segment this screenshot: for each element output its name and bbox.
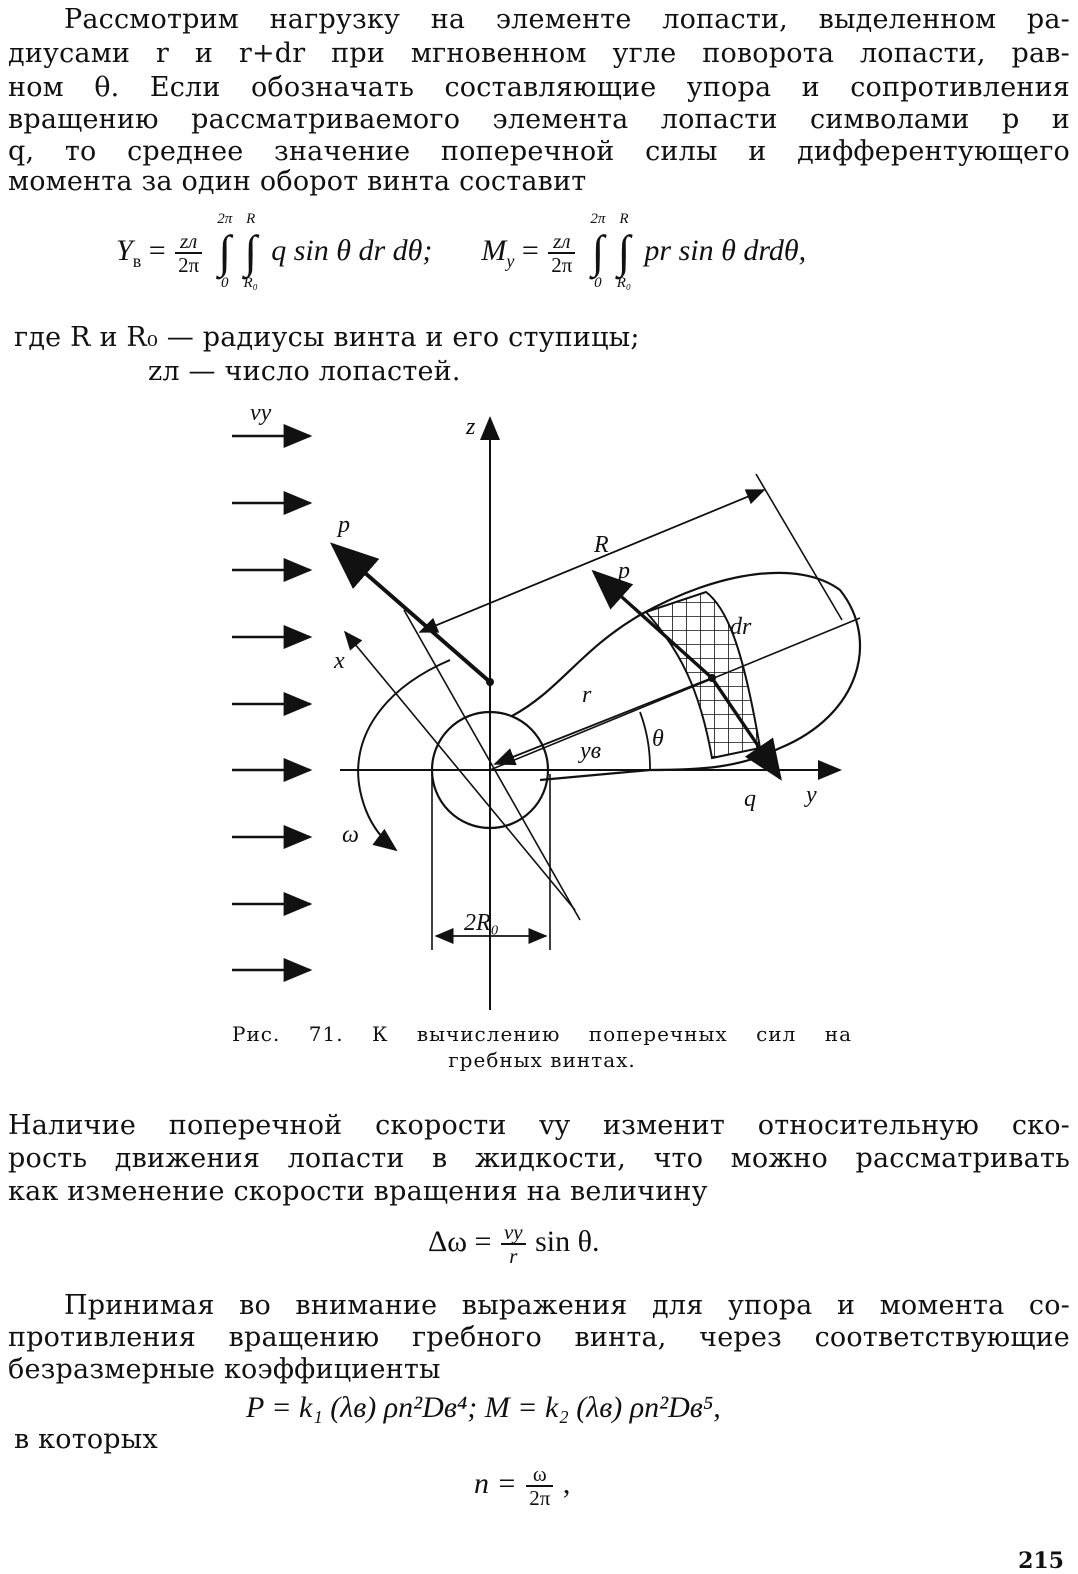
paragraph-1-line: q, то среднее значение поперечной силы и дифферентующего: [8, 136, 1070, 167]
R-extension-left: [404, 610, 580, 920]
formula-y-symbol: Y: [116, 234, 133, 267]
paragraph-3-line: безразмерные коэффициенты: [8, 1354, 441, 1385]
formula-y-integrand: q sin θ dr dθ;: [271, 234, 433, 267]
integral-sign: 2π ∫ 0: [590, 211, 606, 292]
label-R: R: [594, 532, 609, 558]
figure-caption-line-1: Рис. 71. К вычислению поперечных сил на: [232, 1022, 852, 1046]
label-vy: vy: [250, 400, 272, 426]
where-line-2: zл — число лопастей.: [148, 356, 461, 387]
formula-thrust-moment: P = k₁ (λв) ρn²Dв⁴; M = k₂ (λв) ρn²Dв⁵,: [246, 1391, 721, 1424]
where-line-1: где R и R₀ — радиусы винта и его ступицы;: [14, 322, 640, 353]
label-2R0: 2R₀: [464, 910, 500, 936]
label-z: z: [466, 414, 476, 440]
in-which-text: в которых: [14, 1424, 158, 1455]
formula-r: r: [509, 1244, 518, 1269]
formula-m-subscript: y: [506, 251, 515, 271]
formula-delta-omega: [428, 1210, 600, 1274]
formula-y-subscript: в: [132, 251, 142, 271]
paragraph-1-line: ном θ. Если обозначать составляющие упора и сопротивления: [8, 72, 1070, 103]
label-yb: yв: [580, 738, 602, 764]
label-y: y: [806, 782, 817, 808]
propeller-diagram: [0, 395, 1078, 1020]
formula-m-symbol: M: [481, 234, 507, 267]
r-arrow: [495, 678, 712, 764]
paragraph-3-line: противления вращению гребного винта, через соответствующие: [8, 1322, 1070, 1353]
paragraph-2-line: рость движения лопасти в жидкости, что можно рассматривать: [8, 1143, 1070, 1174]
figure-caption-line-2: гребных винтах.: [448, 1048, 636, 1072]
paragraph-1-line: диусами r и r+dr при мгновенном угле поворота лопасти, рав-: [8, 38, 1070, 69]
label-q: q: [744, 786, 756, 812]
flow-arrows: [232, 436, 310, 970]
formula-two-pi: 2π: [529, 1486, 551, 1511]
label-r: r: [582, 682, 592, 708]
label-omega: ω: [342, 822, 359, 848]
paragraph-1-line: момента за один оборот винта составит: [8, 166, 587, 197]
paragraph-1-line: Рассмотрим нагрузку на элементе лопасти, выделенном ра-: [64, 4, 1070, 35]
R-extension-right: [756, 474, 842, 620]
label-theta: θ: [652, 726, 664, 752]
theta-arc: [640, 712, 650, 770]
formula-delta-omega-lhs: Δω =: [428, 1225, 492, 1258]
formula-n-tail: ,: [562, 1467, 571, 1500]
formula-delta-omega-rhs: sin θ.: [535, 1225, 600, 1258]
integral-sign: 2π ∫ 0: [217, 211, 233, 292]
integral-sign: R ∫ R₀: [243, 211, 258, 292]
formula-n-lhs: n =: [474, 1467, 517, 1500]
formula-m-integrand: pr sin θ drdθ,: [644, 234, 807, 267]
omega-arrow: [358, 660, 450, 850]
formula-integrals: $Y_в$ = $\frac{zл}{2\pi}$ 2π ∫ 0 R ∫ R₀ q sin θ dr dθ; $M_y$ = $\frac{zл}{2\pi}$ 2π ∫ 0 R ∫ R₀ pr sin θ drdθ,: [116, 211, 807, 292]
formula-vy: vy: [501, 1221, 526, 1245]
paragraph-3-line: Принимая во внимание выражения для упора и момента со-: [64, 1290, 1070, 1321]
label-dr: dr: [730, 614, 752, 640]
formula-two-pi: 2π: [178, 253, 200, 278]
label-p-left: p: [338, 512, 350, 538]
paragraph-2-line: как изменение скорости вращения на величину: [8, 1176, 708, 1207]
formula-zl: zл: [175, 230, 202, 254]
formula-two-pi: 2π: [551, 253, 573, 278]
integral-sign: R ∫ R₀: [616, 211, 632, 292]
formula-omega: ω: [526, 1463, 553, 1487]
formula-zl: zл: [548, 230, 575, 254]
label-p-right: p: [618, 558, 630, 584]
page-number: 215: [1018, 1548, 1064, 1574]
paragraph-1-line: вращению рассматриваемого элемента лопасти символами p и: [8, 104, 1070, 135]
label-x: x: [334, 648, 345, 674]
formula-n: [474, 1444, 570, 1524]
paragraph-2-line: Наличие поперечной скорости vy изменит относительную ско-: [8, 1110, 1070, 1141]
